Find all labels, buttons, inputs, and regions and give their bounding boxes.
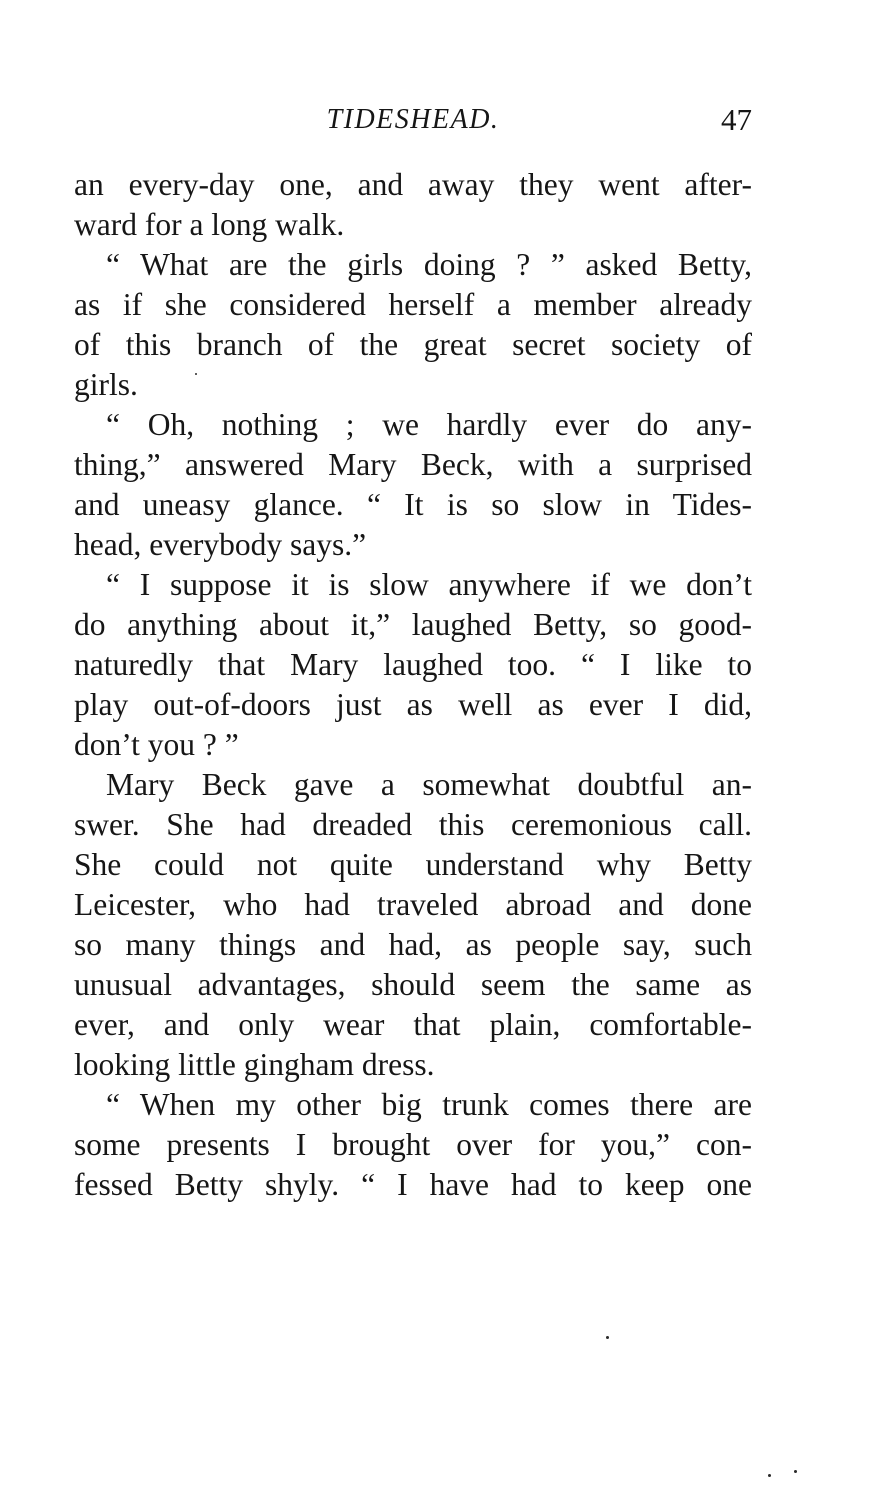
- text-line: so many things and had, as people say, such: [74, 927, 752, 962]
- text-line: head, everybody says.”: [74, 527, 367, 562]
- text-line: play out-of-doors just as well as ever I did,: [74, 687, 752, 722]
- text-line: ward for a long walk.: [74, 207, 345, 242]
- text-line: Leicester, who had traveled abroad and done: [74, 887, 752, 922]
- scan-speck: [794, 1470, 797, 1473]
- text-line: “ Oh, nothing ; we hardly ever do any-: [106, 407, 752, 442]
- text-line: ever, and only wear that plain, comfortable-: [74, 1007, 752, 1042]
- text-line: unusual advantages, should seem the same as: [74, 967, 752, 1002]
- text-line: do anything about it,” laughed Betty, so good-: [74, 607, 752, 642]
- text-line: swer. She had dreaded this ceremonious call.: [74, 807, 752, 842]
- text-line: naturedly that Mary laughed too. “ I like to: [74, 647, 752, 682]
- scan-speck: [195, 373, 197, 375]
- text-line: don’t you ? ”: [74, 727, 239, 762]
- text-line: “ What are the girls doing ? ” asked Betty,: [106, 247, 752, 282]
- text-line: “ When my other big trunk comes there are: [106, 1087, 752, 1122]
- text-line: She could not quite understand why Betty: [74, 847, 752, 882]
- text-line: “ I suppose it is slow anywhere if we don’t: [106, 567, 752, 602]
- scan-speck: [606, 1336, 609, 1339]
- text-line: thing,” answered Mary Beck, with a surprised: [74, 447, 752, 482]
- text-line: Mary Beck gave a somewhat doubtful an-: [106, 767, 752, 802]
- text-line: girls.: [74, 367, 138, 402]
- page-number: 47: [721, 102, 752, 137]
- text-line: as if she considered herself a member already: [74, 287, 752, 322]
- running-head: [74, 104, 752, 144]
- text-line: and uneasy glance. “ It is so slow in Tides-: [74, 487, 752, 522]
- text-line: looking little gingham dress.: [74, 1047, 435, 1082]
- body-text: [74, 165, 752, 1205]
- text-line: some presents I brought over for you,” con-: [74, 1127, 752, 1162]
- running-title: TIDESHEAD.: [326, 104, 500, 135]
- text-line: fessed Betty shyly. “ I have had to keep one: [74, 1167, 752, 1202]
- scan-speck: [768, 1474, 771, 1477]
- text-line: of this branch of the great secret society of: [74, 327, 752, 362]
- text-line: an every-day one, and away they went after-: [74, 167, 752, 202]
